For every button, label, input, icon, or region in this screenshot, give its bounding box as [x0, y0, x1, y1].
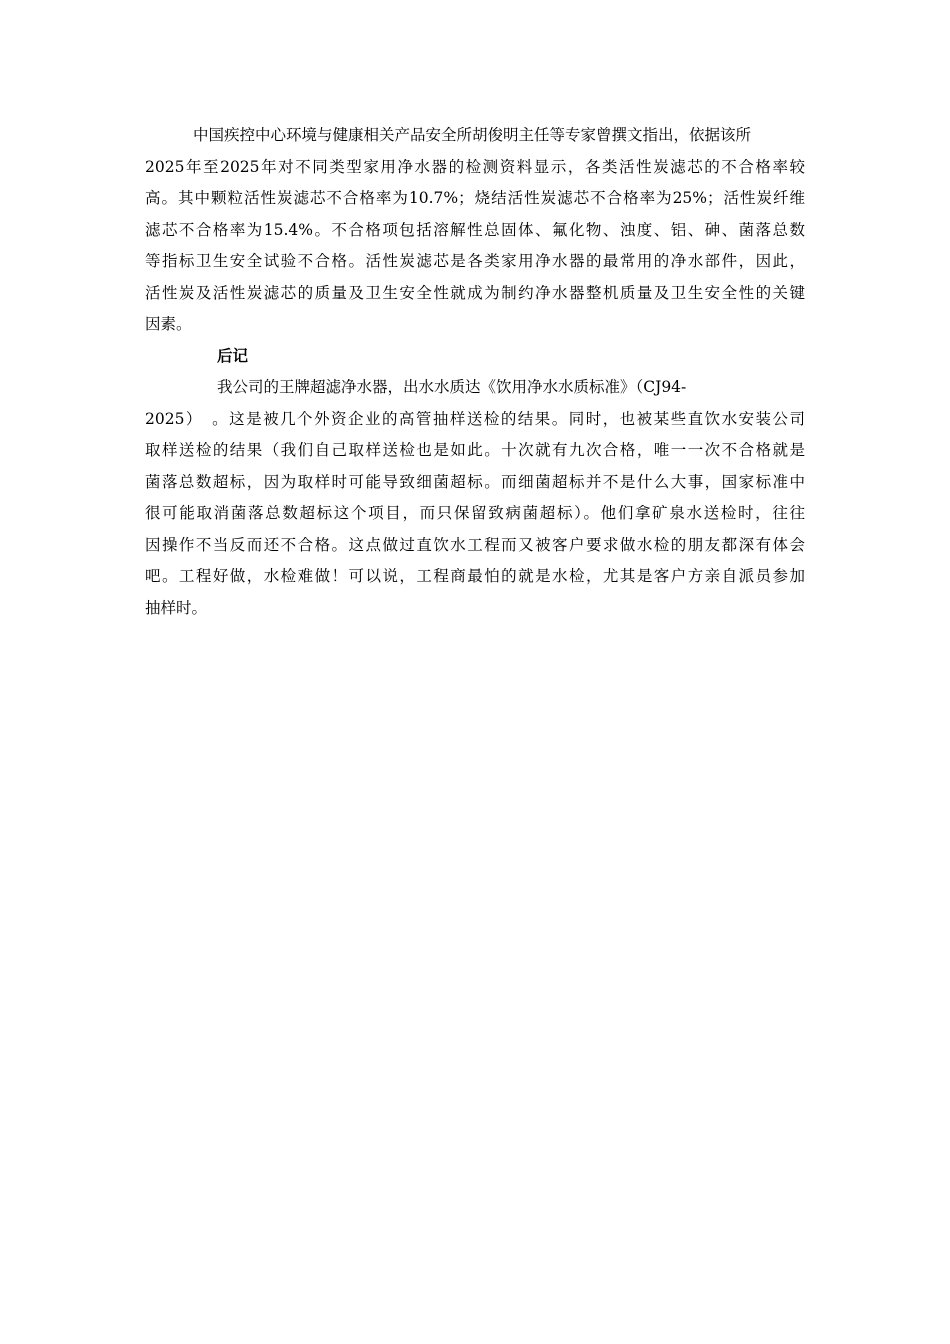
paragraph-line: 取样送检的结果（我们自己取样送检也是如此。十次就有九次合格，唯一一次不合格就是	[145, 441, 805, 459]
paragraph-line: 我公司的王牌超滤净水器，出水水质达《饮用净水水质标准》（CJ94-	[217, 378, 687, 396]
section-heading: 后记	[217, 346, 249, 365]
paragraph-line: 很可能取消菌落总数超标这个项目，而只保留致病菌超标）。他们拿矿泉水送检时，往往	[145, 504, 805, 522]
paragraph-line: 因操作不当反而还不合格。这点做过直饮水工程而又被客户要求做水检的朋友都深有体会	[145, 535, 805, 554]
paragraph-line: 活性炭及活性炭滤芯的质量及卫生安全性就成为制约净水器整机质量及卫生安全性的关键	[145, 283, 805, 302]
paragraph-quality-report	[145, 120, 805, 341]
paragraph-line: 抽样时。	[145, 598, 208, 617]
paragraph-postscript	[145, 372, 805, 624]
paragraph-line: 菌落总数超标，因为取样时可能导致细菌超标。而细菌超标并不是什么大事，国家标准中	[145, 472, 805, 491]
paragraph-line: 中国疾控中心环境与健康相关产品安全所胡俊明主任等专家曾撰文指出，依据该所	[193, 126, 752, 144]
paragraph-line: 2025） 。这是被几个外资企业的高管抽样送检的结果。同时，也被某些直饮水安装公司	[145, 409, 805, 428]
paragraph-line: 高。其中颗粒活性炭滤芯不合格率为10.7%；烧结活性炭滤芯不合格率为25%；活性炭纤维	[145, 189, 805, 207]
paragraph-line: 因素。	[145, 315, 192, 333]
paragraph-line: 2025年至2025年对不同类型家用净水器的检测资料显示，各类活性炭滤芯的不合格率较	[145, 157, 805, 176]
paragraph-line: 滤芯不合格率为15.4%。不合格项包括溶解性总固体、氟化物、浊度、铝、砷、菌落总数	[145, 220, 805, 239]
paragraph-line: 等指标卫生安全试验不合格。活性炭滤芯是各类家用净水器的最常用的净水部件，因此，	[145, 252, 805, 270]
document-body	[145, 120, 805, 624]
paragraph-line: 吧。工程好做，水检难做！可以说，工程商最怕的就是水检，尤其是客户方亲自派员参加	[145, 567, 805, 585]
